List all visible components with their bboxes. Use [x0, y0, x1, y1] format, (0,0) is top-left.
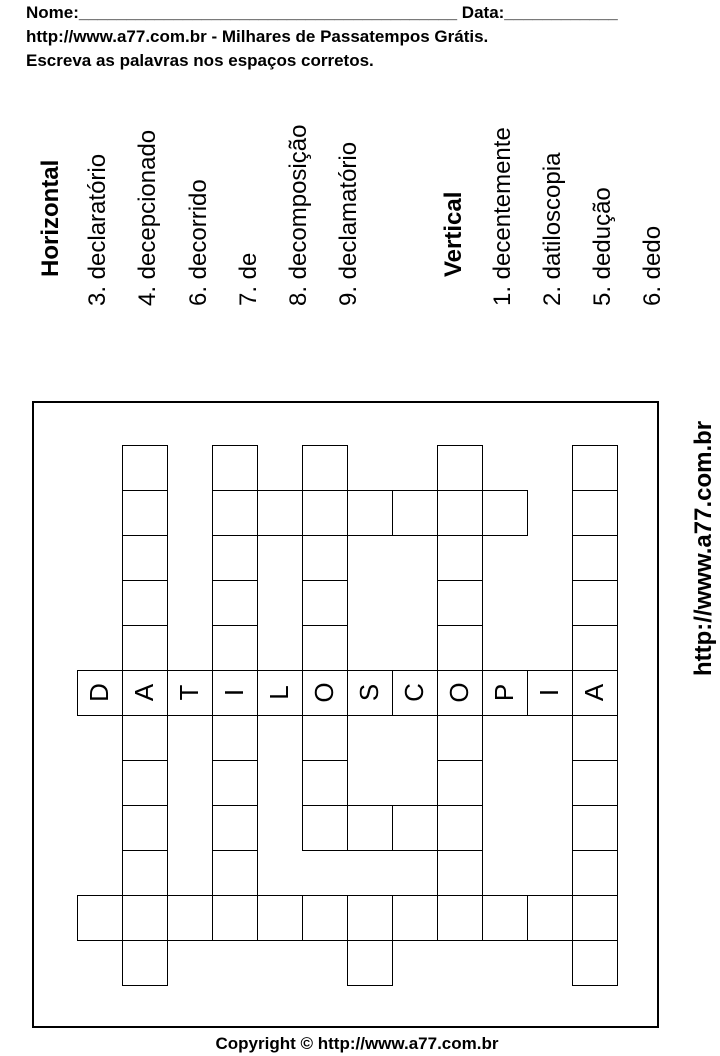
- crossword-cell[interactable]: [212, 625, 258, 671]
- crossword-cell[interactable]: [212, 715, 258, 761]
- crossword-cell[interactable]: [392, 895, 438, 941]
- crossword-cell[interactable]: [437, 490, 483, 536]
- crossword-cell[interactable]: [122, 625, 168, 671]
- crossword-cell[interactable]: [302, 670, 348, 716]
- vertical-clue: 5. dedução: [589, 187, 616, 306]
- crossword-cell[interactable]: [572, 580, 618, 626]
- crossword-cell[interactable]: [572, 445, 618, 491]
- crossword-cell[interactable]: [572, 625, 618, 671]
- crossword-cell[interactable]: [122, 535, 168, 581]
- crossword-cell[interactable]: [122, 940, 168, 986]
- crossword-cell[interactable]: [437, 715, 483, 761]
- crossword-cell[interactable]: [122, 670, 168, 716]
- crossword-cell[interactable]: [572, 715, 618, 761]
- crossword-cell[interactable]: [347, 805, 393, 851]
- crossword-cell[interactable]: [122, 805, 168, 851]
- crossword-cell[interactable]: [302, 805, 348, 851]
- vertical-clue: 6. dedo: [639, 225, 666, 306]
- crossword-cell[interactable]: [122, 760, 168, 806]
- crossword-cell[interactable]: [167, 670, 213, 716]
- crossword-cell[interactable]: [302, 715, 348, 761]
- crossword-cell[interactable]: [77, 895, 123, 941]
- crossword-cell[interactable]: [572, 895, 618, 941]
- crossword-cell[interactable]: [167, 895, 213, 941]
- crossword-cell[interactable]: [437, 625, 483, 671]
- crossword-cell[interactable]: [212, 535, 258, 581]
- cell-letter: C: [399, 683, 429, 702]
- crossword-cell[interactable]: [302, 895, 348, 941]
- cell-letter: P: [489, 683, 519, 702]
- horizontal-clue: 3. declaratório: [84, 153, 111, 306]
- crossword-cell[interactable]: [437, 850, 483, 896]
- cell-letter: T: [174, 684, 204, 701]
- crossword-cell[interactable]: [212, 445, 258, 491]
- crossword-cell[interactable]: [437, 670, 483, 716]
- crossword-cell[interactable]: [437, 760, 483, 806]
- side-site-url: http://www.a77.com.br: [690, 420, 717, 676]
- vertical-clue: 1. decentemente: [489, 127, 516, 306]
- horizontal-clue: 9. declamatório: [335, 141, 362, 306]
- crossword-cell[interactable]: [437, 445, 483, 491]
- crossword-cell[interactable]: [347, 670, 393, 716]
- crossword-cell[interactable]: [212, 850, 258, 896]
- crossword-cell[interactable]: [347, 490, 393, 536]
- instructions: Escreva as palavras nos espaços corretos.: [26, 51, 374, 70]
- crossword-cell[interactable]: [572, 760, 618, 806]
- crossword-cell[interactable]: [572, 940, 618, 986]
- crossword-cell[interactable]: [572, 490, 618, 536]
- crossword-cell[interactable]: [572, 535, 618, 581]
- cell-letter: S: [354, 683, 384, 702]
- cell-letter: A: [579, 683, 609, 702]
- cell-letter: D: [84, 683, 114, 702]
- crossword-cell[interactable]: [122, 445, 168, 491]
- crossword-cell[interactable]: [437, 805, 483, 851]
- crossword-cell[interactable]: [572, 850, 618, 896]
- copyright-footer: Copyright © http://www.a77.com.br: [215, 1034, 499, 1053]
- crossword-cell[interactable]: [392, 670, 438, 716]
- crossword-cell[interactable]: [302, 760, 348, 806]
- cell-letter: I: [219, 688, 249, 697]
- crossword-cell[interactable]: [212, 670, 258, 716]
- cell-letter: O: [444, 682, 474, 703]
- crossword-cell[interactable]: [347, 895, 393, 941]
- vertical-clue: 2. datiloscopia: [539, 152, 566, 306]
- crossword-cell[interactable]: [302, 625, 348, 671]
- horizontal-heading: Horizontal: [37, 159, 64, 277]
- crossword-cell[interactable]: [302, 445, 348, 491]
- crossword-cell[interactable]: [77, 670, 123, 716]
- horizontal-clue: 6. decorrido: [185, 179, 212, 306]
- crossword-cell[interactable]: [212, 760, 258, 806]
- crossword-cell[interactable]: [212, 805, 258, 851]
- crossword-cell[interactable]: [257, 490, 303, 536]
- vertical-heading: Vertical: [440, 191, 467, 277]
- crossword-cell[interactable]: [527, 670, 573, 716]
- crossword-cell[interactable]: [212, 895, 258, 941]
- crossword-cell[interactable]: [482, 895, 528, 941]
- horizontal-clue: 8. decomposição: [285, 124, 312, 306]
- crossword-cell[interactable]: [437, 535, 483, 581]
- crossword-cell[interactable]: [122, 895, 168, 941]
- site-tagline: http://www.a77.com.br - Milhares de Passatempos Grátis.: [26, 27, 489, 46]
- crossword-cell[interactable]: [572, 670, 618, 716]
- crossword-cell[interactable]: [122, 580, 168, 626]
- crossword-cell[interactable]: [437, 895, 483, 941]
- crossword-cell[interactable]: [212, 490, 258, 536]
- crossword-cell[interactable]: [482, 490, 528, 536]
- crossword-cell[interactable]: [122, 715, 168, 761]
- crossword-cell[interactable]: [302, 535, 348, 581]
- crossword-cell[interactable]: [212, 580, 258, 626]
- crossword-cell[interactable]: [347, 940, 393, 986]
- crossword-cell[interactable]: [302, 490, 348, 536]
- crossword-cell[interactable]: [122, 850, 168, 896]
- crossword-cell[interactable]: [437, 580, 483, 626]
- name-date-line: Nome:________________________________________ Data:____________: [26, 3, 618, 22]
- horizontal-clue: 7. de: [235, 252, 262, 306]
- cell-letter: O: [309, 682, 339, 703]
- crossword-cell[interactable]: [572, 805, 618, 851]
- crossword-cell[interactable]: [302, 580, 348, 626]
- cell-letter: L: [264, 685, 294, 700]
- crossword-cell[interactable]: [257, 670, 303, 716]
- crossword-cell[interactable]: [392, 805, 438, 851]
- crossword-cell[interactable]: [482, 670, 528, 716]
- horizontal-clue: 4. decepcionado: [134, 129, 161, 306]
- crossword-cell[interactable]: [392, 490, 438, 536]
- cell-letter: A: [129, 683, 159, 702]
- cell-letter: I: [534, 688, 564, 697]
- crossword-cell[interactable]: [122, 490, 168, 536]
- crossword-cell[interactable]: [527, 895, 573, 941]
- crossword-cell[interactable]: [257, 895, 303, 941]
